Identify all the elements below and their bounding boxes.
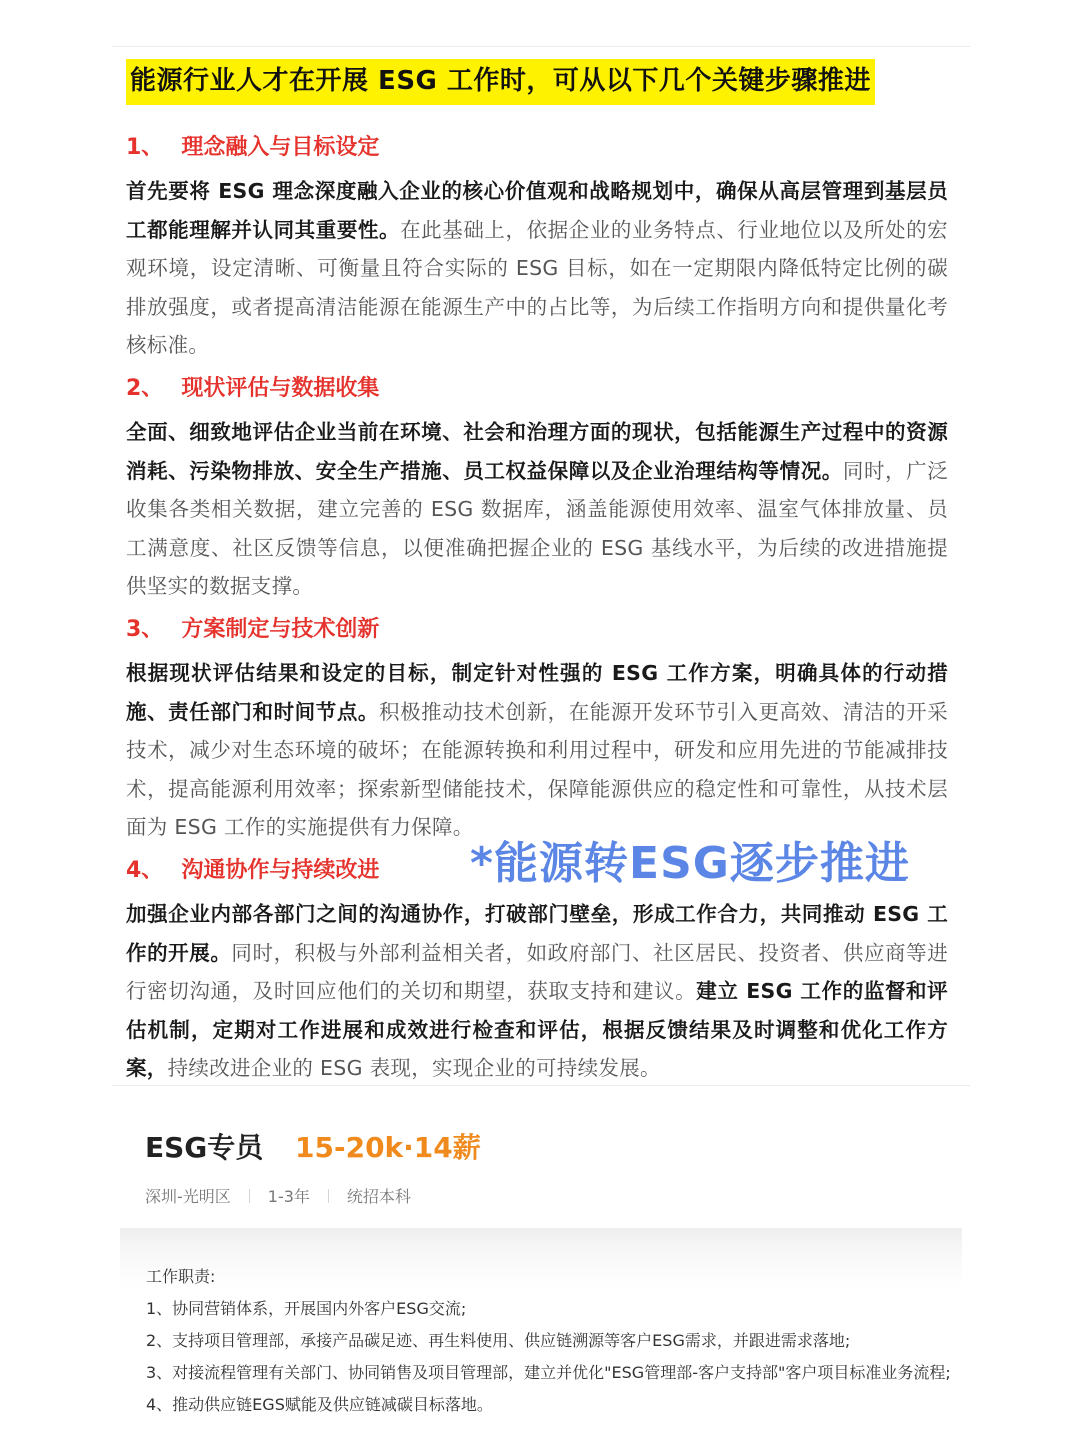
duties-heading: 工作职责: [146,1267,216,1286]
job-title: ESG专员 [145,1131,264,1164]
paragraph-bold-2: 建立 ESG 工作的监督和评估机制，定期对工作进展和成效进行检查和评估，根据反馈结果及时调整和优化工作方案， [126,979,948,1080]
section-title-text: 理念融入与目标设定 [181,135,380,160]
section-title-text: 现状评估与数据收集 [181,376,380,401]
section-title-1 [126,133,379,163]
job-meta [145,1184,411,1207]
meta-divider [328,1189,329,1203]
paragraph-text: 同时，积极与外部利益相关者，如政府部门、社区居民、投资者、供应商等进行密切沟通，及时回应他们的关切和期望，获取支持和建议。 [126,940,948,1003]
paragraph-text-2: 持续改进企业的 ESG 表现，实现企业的可持续发展。 [167,1056,661,1080]
duty-item: 3、对接流程管理有关部门、协同销售及项目管理部，建立并优化"ESG管理部-客户支持部"客户项目标准业务流程; [146,1363,951,1382]
section-paragraph-1 [126,172,948,365]
section-title-2 [126,374,379,404]
job-duties-panel [120,1228,962,1440]
job-location: 深圳-光明区 [145,1187,231,1206]
section-paragraph-3 [126,654,948,847]
paragraph-bold: 加强企业内部各部门之间的沟通协作，打破部门壁垒，形成工作合力，共同推动 ESG 工作的开展。 [126,902,948,965]
headline: 能源行业人才在开展 ESG 工作时，可从以下几个关键步骤推进 [126,59,875,105]
meta-divider [249,1189,250,1203]
paragraph-bold: 全面、细致地评估企业当前在环境、社会和治理方面的现状，包括能源生产过程中的资源消耗、污染物排放、安全生产措施、员工权益保障以及企业治理结构等情况。 [126,420,948,483]
section-number: 2、 [126,376,164,401]
paragraph-text: 在此基础上，依据企业的业务特点、行业地位以及所处的宏观环境，设定清晰、可衡量且符合实际的 ESG 目标，如在一定期限内降低特定比例的碳排放强度，或者提高清洁能源在能源生产中的占比等，为后续工作指明方向和提供量化考核标准。 [126,217,948,357]
article [112,46,970,1086]
paragraph-bold: 首先要将 ESG 理念深度融入企业的核心价值观和战略规划中，确保从高层管理到基层员工都能理解并认同其重要性。 [126,179,948,242]
section-number: 3、 [126,617,164,642]
overlay-caption: *能源转ESG逐步推进 [470,838,910,889]
duty-item: 4、推动供应链EGS赋能及供应链减碳目标落地。 [146,1395,493,1414]
paragraph-text: 积极推动技术创新，在能源开发环节引入更高效、清洁的开采技术，减少对生态环境的破坏；在能源转换和利用过程中，研发和应用先进的节能减排技术，提高能源利用效率；探索新型储能技术，保障能源供应的稳定性和可靠性，从技术层面为 ESG 工作的实施提供有力保障。 [126,699,948,839]
section-title-4 [126,856,379,886]
section-paragraph-4 [126,895,948,1088]
duty-item: 2、支持项目管理部，承接产品碳足迹、再生料使用、供应链溯源等客户ESG需求，并跟进需求落地; [146,1331,851,1350]
section-title-text: 沟通协作与持续改进 [181,858,380,883]
headline-wrap [126,59,875,105]
job-card [120,1100,962,1440]
duty-item: 1、协同营销体系，开展国内外客户ESG交流; [146,1299,467,1318]
section-number: 1、 [126,135,164,160]
section-title-3 [126,615,379,645]
section-number: 4、 [126,858,164,883]
paragraph-text: 同时，广泛收集各类相关数据，建立完善的 ESG 数据库，涵盖能源使用效率、温室气体排放量、员工满意度、社区反馈等信息，以便准确把握企业的 ESG 基线水平，为后续的改进措施提供坚实的数据支撑。 [126,458,948,598]
job-salary: 15-20k·14薪 [295,1131,481,1164]
job-education: 统招本科 [346,1187,411,1206]
section-paragraph-2 [126,413,948,606]
section-title-text: 方案制定与技术创新 [181,617,380,642]
paragraph-bold: 根据现状评估结果和设定的目标，制定针对性强的 ESG 工作方案，明确具体的行动措施、责任部门和时间节点。 [126,661,948,724]
job-experience: 1-3年 [267,1187,310,1206]
